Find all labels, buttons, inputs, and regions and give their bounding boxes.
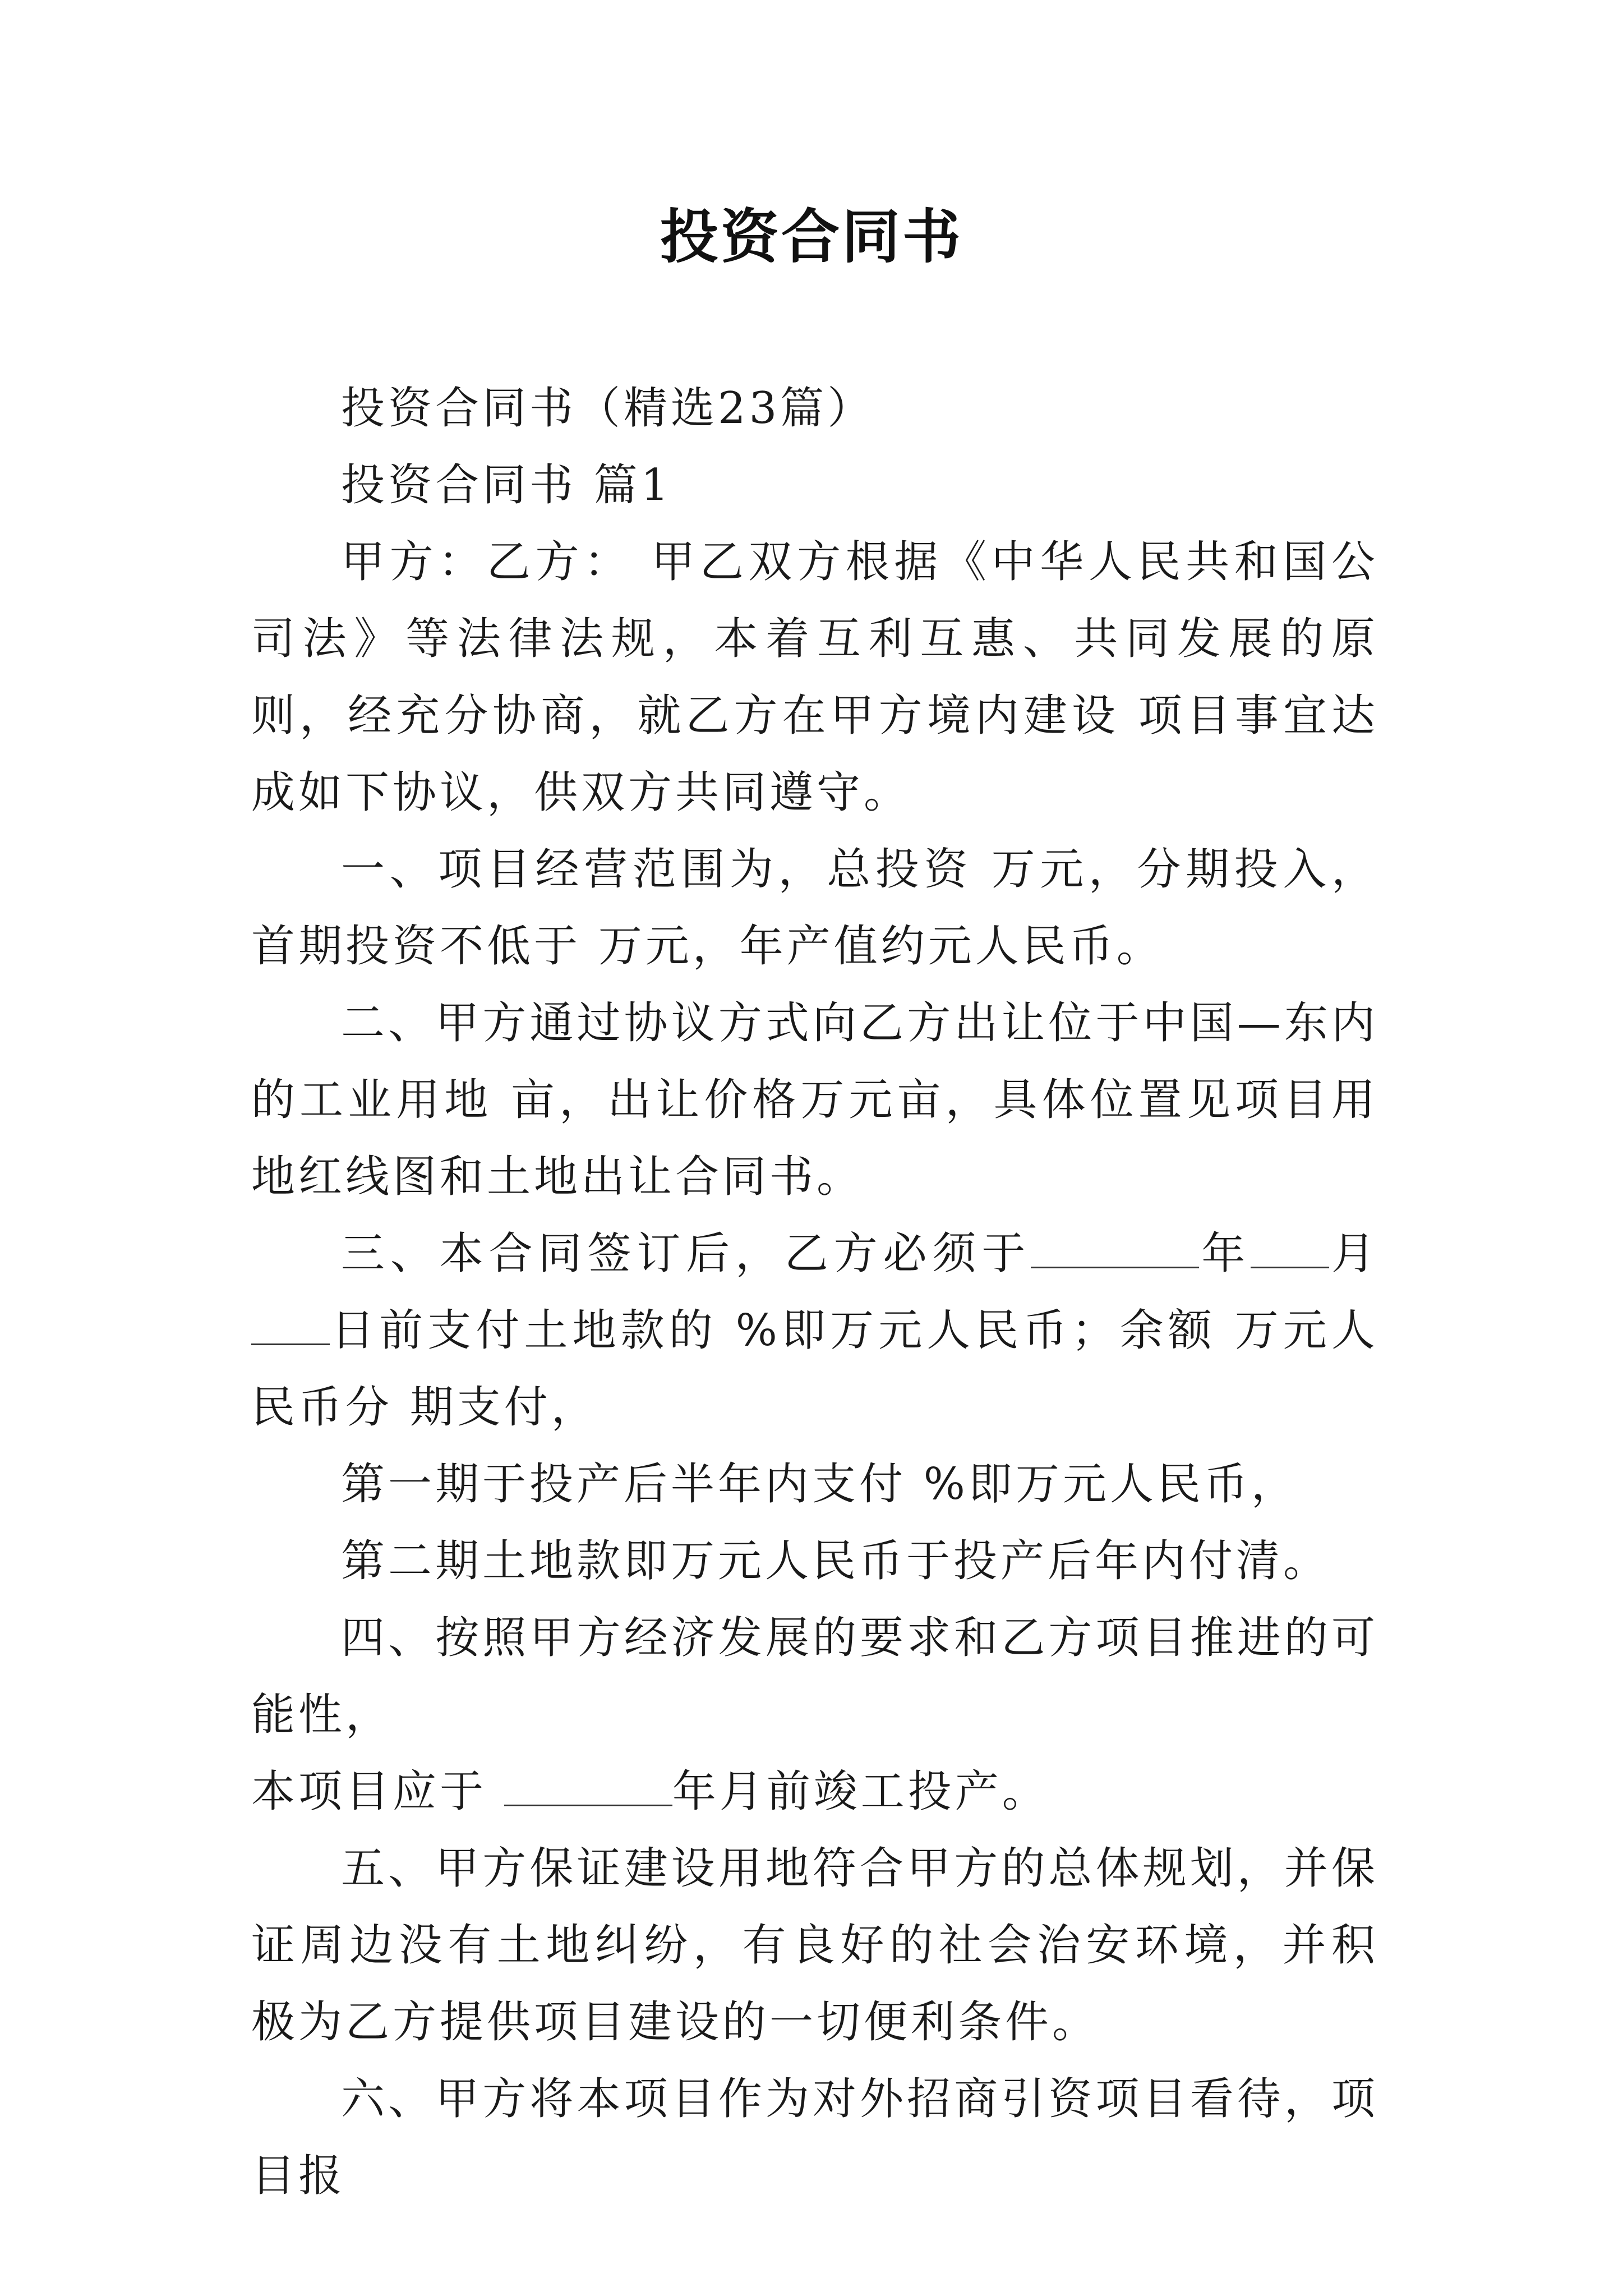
clause-3-year: 年 [1199, 1228, 1251, 1279]
paragraph-installment-2: 第二期土地款即万元人民币于投产后年内付清。 [341, 1536, 1331, 1586]
clause-3-lead: 三、本合同签订后，乙方必须于 [341, 1228, 1031, 1279]
blank-completion-date [504, 1765, 672, 1806]
paragraph-clause-6: 六、甲方将本项目作为对外招商引资项目看待，项目报 [251, 2074, 1378, 2201]
clause-4-lead: 本项目应于 [251, 1766, 504, 1817]
clause-3-rest: 日前支付土地款的 %即万元人民币；余额 万元人民币分 期支付， [251, 1305, 1378, 1433]
paragraph-clause-5: 五、甲方保证建设用地符合甲方的总体规划，并保证周边没有土地纠纷，有良好的社会治安环境，并积极为乙方提供项目建设的一切便利条件。 [251, 1843, 1378, 2047]
clause-4-rest: 年月前竣工投产。 [672, 1766, 1049, 1817]
paragraph-clause-3 [251, 1216, 1378, 1446]
paragraph-clause-1: 一、项目经营范围为，总投资 万元，分期投入，首期投资不低于 万元，年产值约元人民币。 [251, 844, 1378, 972]
blank-day [251, 1304, 330, 1345]
paragraph-clause-4-cont [251, 1754, 1378, 1830]
paragraph-section-heading: 投资合同书 篇1 [341, 460, 672, 510]
clause-3-month: 月 [1329, 1228, 1378, 1279]
paragraph-installment-1: 第一期于投产后半年内支付 %即万元人民币， [341, 1459, 1298, 1510]
paragraph-parties: 甲方：乙方： 甲乙双方根据《中华人民共和国公司法》等法律法规，本着互利互惠、共同发展的原则，经充分协商，就乙方在甲方境内建设 项目事宜达成如下协议，供双方共同遵守。 [251, 537, 1378, 818]
document-body [251, 370, 1378, 2215]
document-title: 投资合同书 [660, 202, 963, 271]
paragraph-clause-2: 二、甲方通过协议方式向乙方出让位于中国—东内的工业用地 亩，出让价格万元亩，具体位置见项目用地红线图和土地出让合同书。 [251, 998, 1378, 1202]
blank-month [1251, 1227, 1329, 1268]
paragraph-subtitle: 投资合同书（精选23篇） [341, 383, 875, 434]
blank-year [1031, 1227, 1199, 1268]
paragraph-clause-4: 四、按照甲方经济发展的要求和乙方项目推进的可能性， [251, 1613, 1378, 1740]
